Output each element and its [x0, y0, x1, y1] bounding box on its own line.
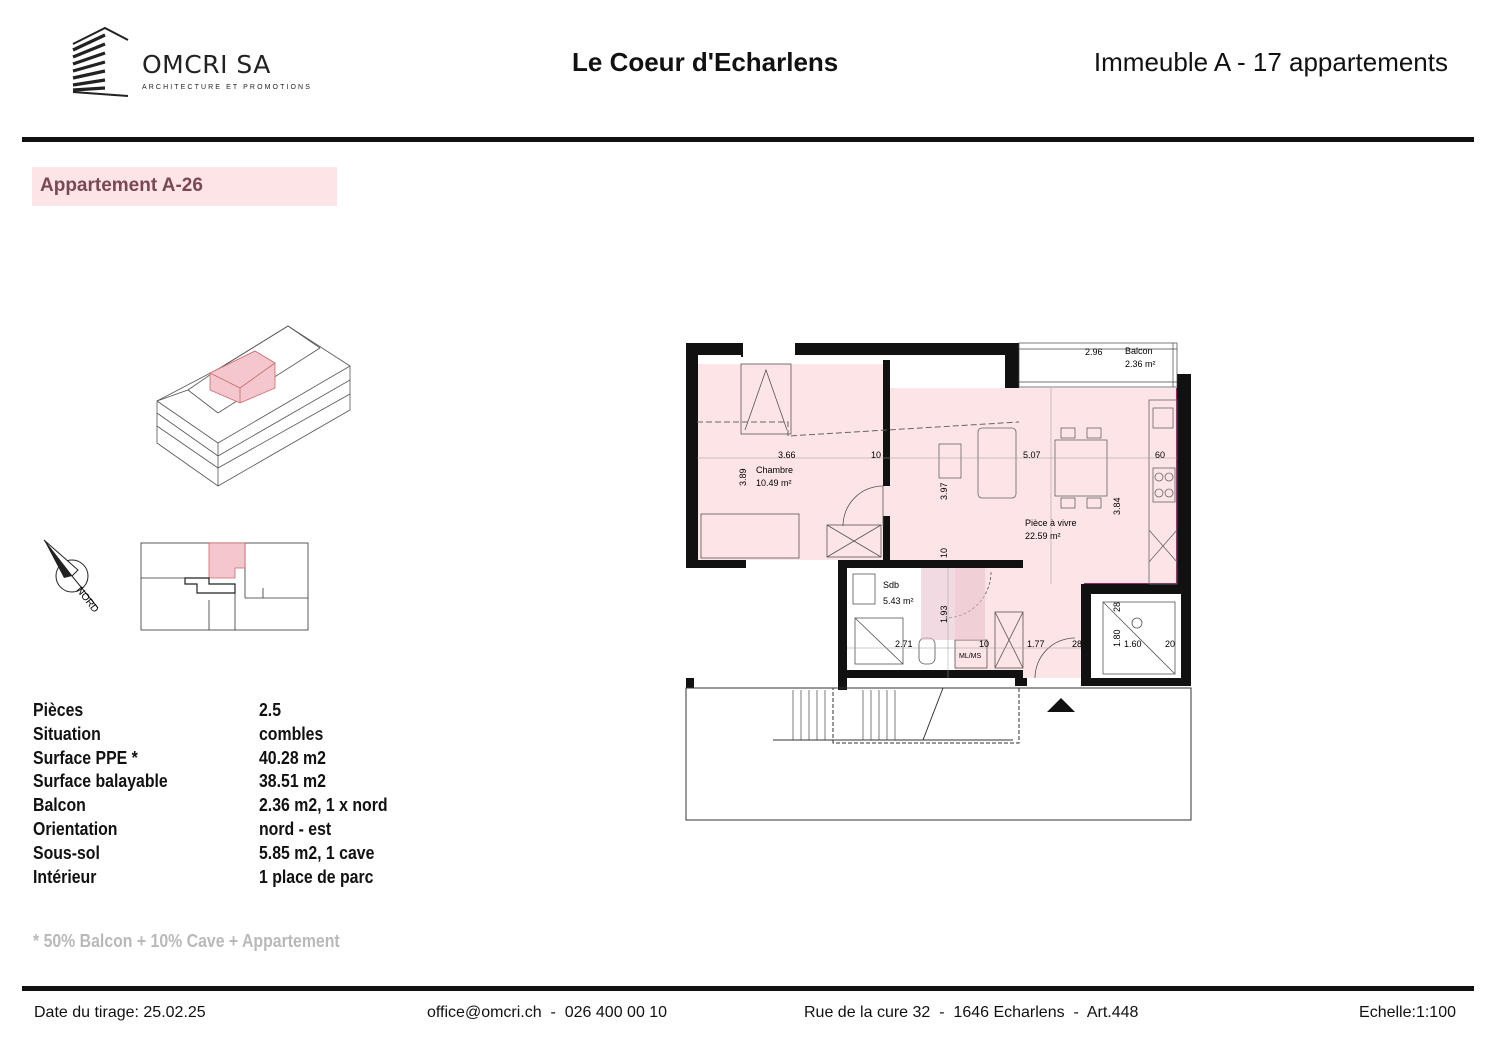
print-date: Date du tirage: 25.02.25: [34, 1004, 206, 1021]
floor-plan: [683, 340, 1195, 825]
footer-divider: [22, 986, 1474, 991]
project-title: Le Coeur d'Echarlens: [572, 47, 839, 77]
living-area: 22.59 m²: [1025, 531, 1061, 541]
bathroom-label: Sdb: [883, 580, 900, 590]
north-compass-icon: [38, 538, 118, 622]
balcony-label: Balcon: [1125, 346, 1153, 356]
surface-footnote: * 50% Balcon + 10% Cave + Appartement: [33, 931, 340, 951]
company-tagline: ARCHITECTURE ET PROMOTIONS: [142, 84, 312, 91]
spec-value: 38.51 m2: [259, 771, 326, 792]
dim-liv-w: 5.07: [1023, 450, 1041, 460]
plan-scale: Echelle:1:100: [1359, 1004, 1456, 1021]
spec-label: Surface PPE *: [33, 747, 138, 768]
apartment-badge: [32, 167, 337, 206]
dim-hall-w: 1.77: [1027, 639, 1045, 649]
spec-label: Orientation: [33, 818, 118, 839]
dim-lift-h: 1.80: [1112, 629, 1122, 647]
bathroom-area: 5.43 m²: [883, 596, 914, 606]
dim-mid-h: 3.97: [939, 482, 949, 500]
spec-label: Pièces: [33, 700, 84, 720]
dim-wall3: 10: [979, 639, 990, 649]
spec-value: 2.5: [259, 700, 282, 720]
compass-label: NORD: [73, 585, 101, 616]
spec-label: Surface balayable: [33, 771, 168, 792]
spec-label: Intérieur: [33, 866, 97, 887]
spec-label: Situation: [33, 723, 101, 744]
spec-label: Balcon: [33, 795, 86, 816]
spec-value: 1 place de parc: [259, 866, 374, 887]
dim-wall5: 20: [1165, 639, 1176, 649]
dim-kit-d: 60: [1155, 450, 1166, 460]
dim-bath-h: 1.93: [939, 605, 949, 623]
building-isometric-view: [140, 318, 365, 493]
spec-value: 2.36 m2, 1 x nord: [259, 795, 388, 816]
building-info: Immeuble A - 17 appartements: [1093, 47, 1448, 77]
address: Rue de la cure 32 - 1646 Echarlens - Art.448: [804, 1004, 1139, 1021]
dim-lift-d: 28: [1112, 601, 1122, 612]
entrance-arrow-icon: [1047, 698, 1075, 712]
company-name: OMCRI SA: [142, 50, 271, 79]
header-divider: [22, 137, 1474, 142]
spec-value: 5.85 m2, 1 cave: [259, 842, 375, 863]
apartment-title: Appartement A-26: [40, 175, 203, 196]
bedroom-label: Chambre: [756, 465, 794, 475]
contact-info: office@omcri.ch - 026 400 00 10: [427, 1004, 668, 1021]
spec-value: nord - est: [259, 818, 332, 839]
dim-wall1: 10: [871, 450, 882, 460]
spec-value: combles: [259, 723, 324, 744]
bedroom-area: 10.49 m²: [756, 478, 792, 488]
spec-value: 40.28 m2: [259, 747, 326, 768]
laundry-label: ML/MS: [959, 653, 982, 660]
dim-bath-w: 2.71: [895, 639, 913, 649]
key-plan: [135, 538, 315, 633]
spec-label: Sous-sol: [33, 842, 100, 863]
living-label: Pièce à vivre: [1025, 518, 1077, 528]
dim-lift-w: 1.60: [1124, 639, 1142, 649]
dim-balcony: 2.96: [1085, 347, 1103, 357]
dim-wall2: 10: [939, 547, 949, 558]
dim-wall4: 28: [1072, 639, 1083, 649]
dim-bed-w: 3.66: [778, 450, 796, 460]
dim-liv-h: 3.84: [1112, 497, 1122, 515]
dim-bed-h: 3.89: [738, 468, 748, 486]
balcony-area: 2.36 m²: [1125, 359, 1156, 369]
